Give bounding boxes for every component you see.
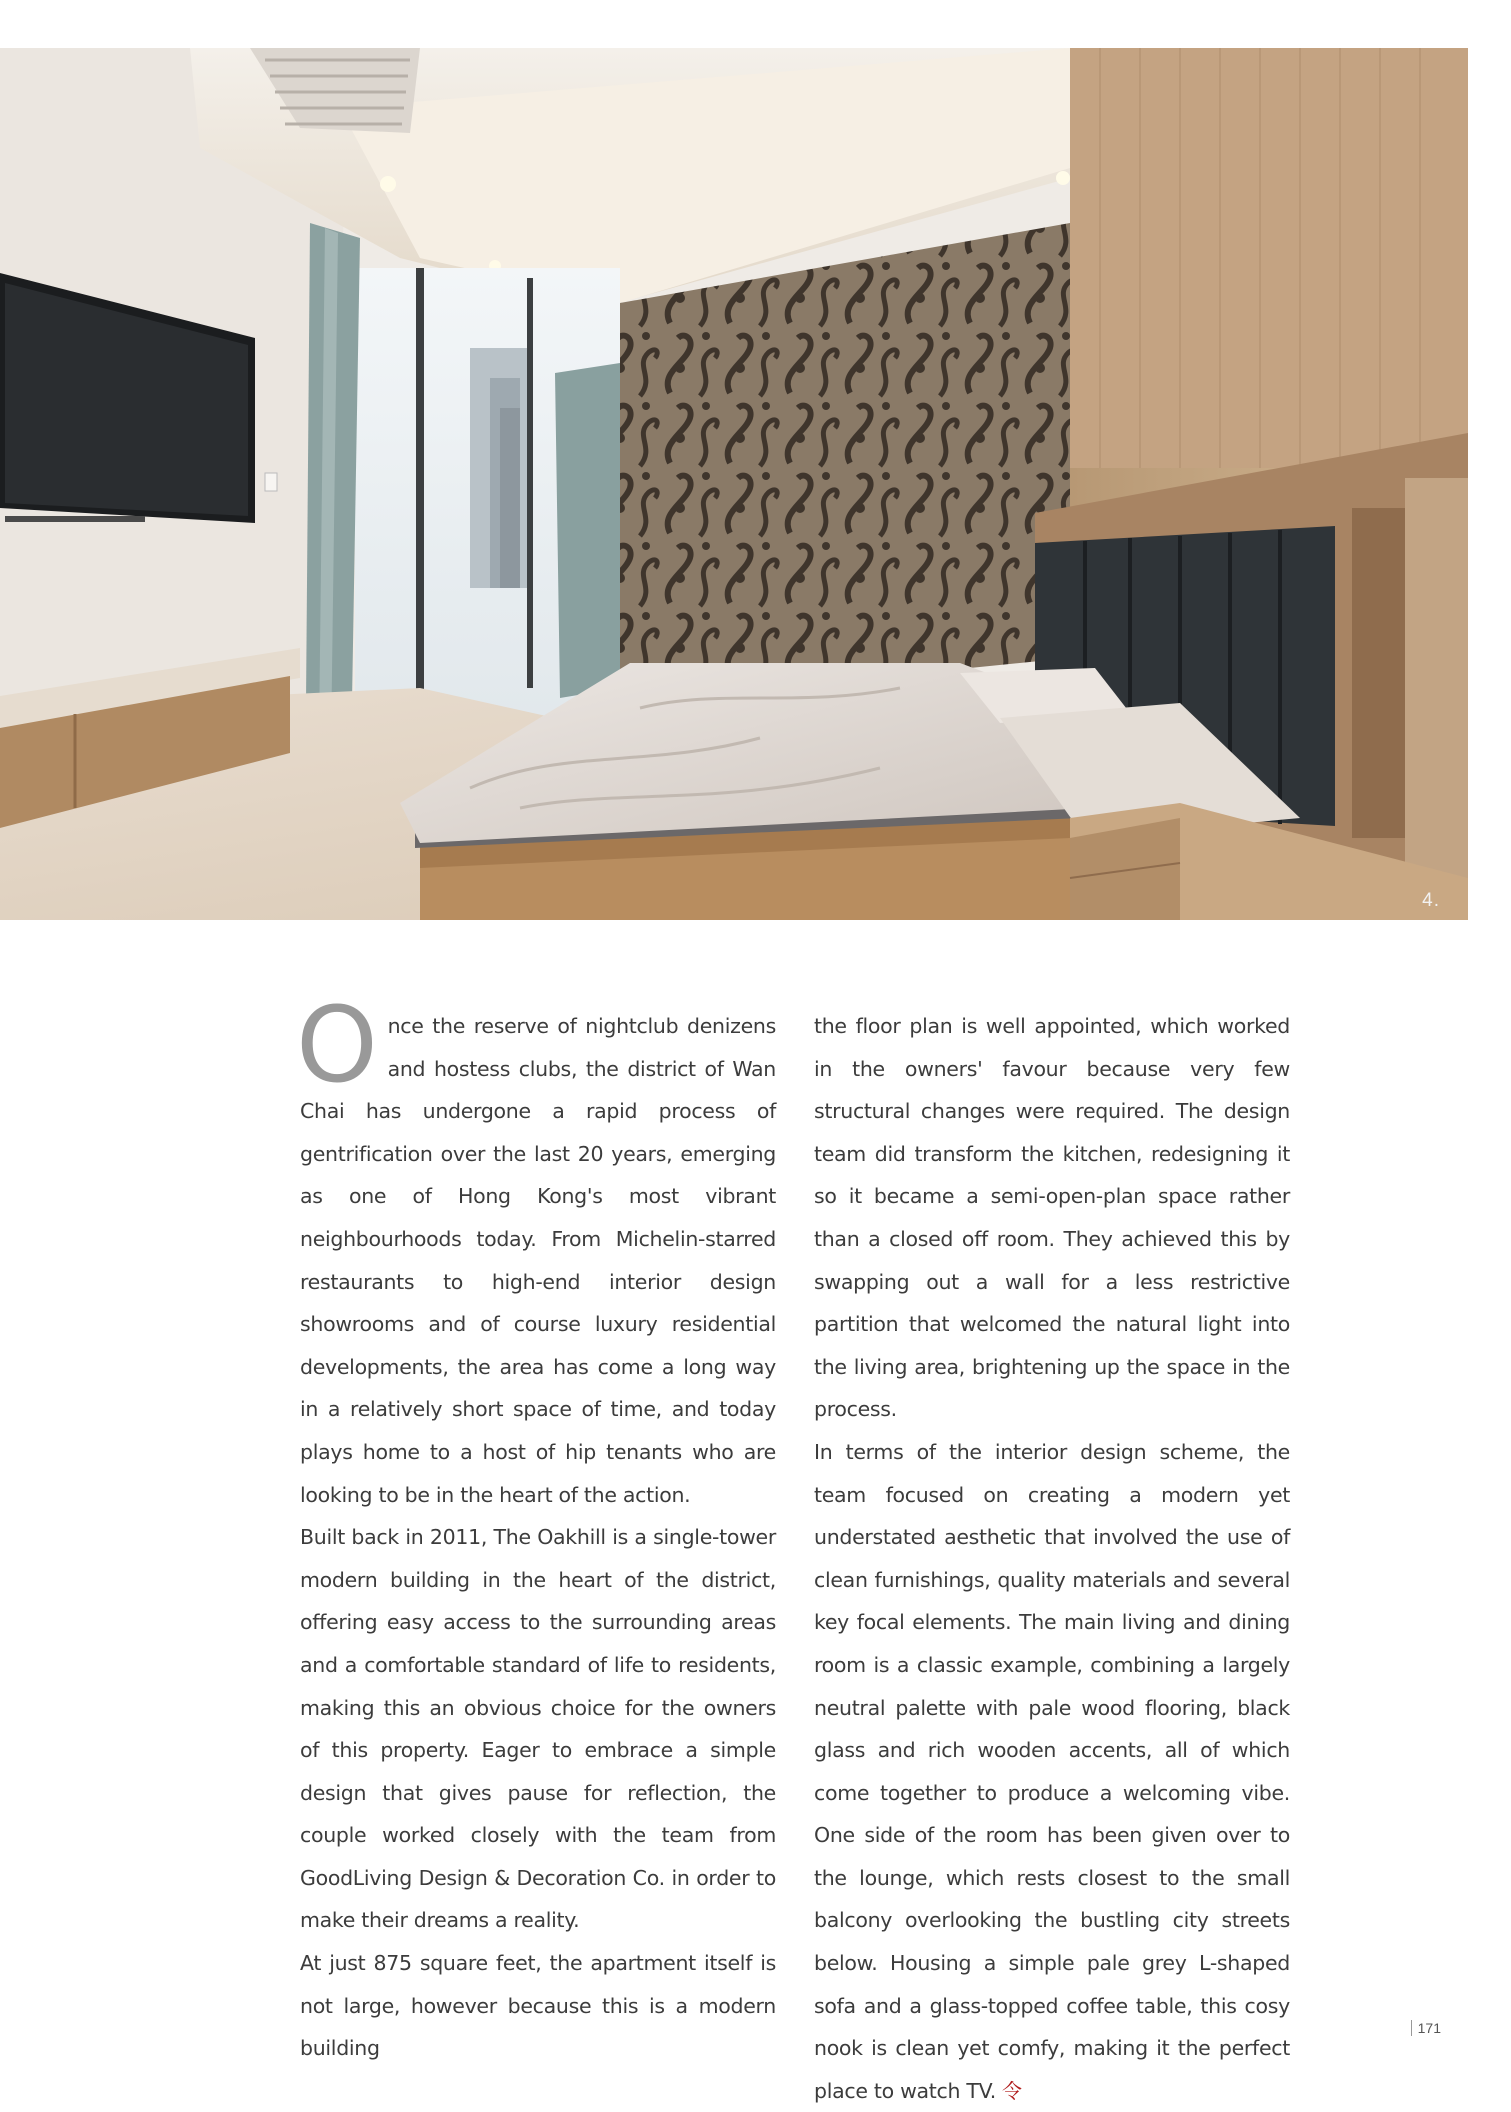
bedroom-illustration	[0, 48, 1468, 920]
bedroom-photo	[0, 48, 1468, 920]
drop-cap: O	[296, 984, 378, 1106]
article-column-left	[296, 984, 776, 2070]
end-mark-icon: 令	[1001, 2078, 1022, 2103]
article-column-right	[814, 1005, 1290, 2112]
article-paragraph	[296, 984, 776, 1516]
article-paragraph	[814, 1431, 1290, 2112]
article-paragraph: At just 875 square feet, the apartment itself is not large, however because this is a modern building	[300, 1951, 776, 2061]
paragraph-text: nce the reserve of nightclub denizens and hostess clubs, the district of Wan Chai has undergone a rapid process of gentrification over the last 20 years, emerging as one of Hong Kong's most vibrant neighbourhoods today. From Michelin-starred restaurants to high-end interior design showrooms and of course luxury residential developments, the area has come a long way in a relatively short space of time, and today plays home to a host of hip tenants who are looking to be in the heart of the action.	[300, 1014, 776, 1507]
photo-caption: 4.	[1422, 890, 1440, 911]
article-paragraph: Built back in 2011, The Oakhill is a single-tower modern building in the heart of the district, offering easy access to the surrounding areas and a comfortable standard of life to residents, making this an obvious choice for the owners of this property. Eager to embrace a simple design that gives pause for reflection, the couple worked closely with the team from GoodLiving Design & Decoration Co. in order to make their dreams a reality.	[300, 1525, 776, 1933]
paragraph-text: In terms of the interior design scheme, the team focused on creating a modern yet understated aesthetic that involved the use of clean furnishings, quality materials and several key focal elements. The main living and dining room is a classic example, combining a largely neutral palette with pale wood flooring, black glass and rich wooden accents, all of which come together to produce a welcoming vibe. One side of the room has been given over to the lounge, which rests closest to the small balcony overlooking the bustling city streets below. Housing a simple pale grey L-shaped sofa and a glass-topped coffee table, this cosy nook is clean yet comfy, making it the perfect place to watch TV.	[814, 1439, 1290, 2103]
curtain-right	[555, 363, 620, 698]
page-number: 171	[1411, 2020, 1441, 2036]
article-paragraph: the floor plan is well appointed, which worked in the owners' favour because very few structural changes were required. The design team did transform the kitchen, redesigning it so it became a semi-open-plan space rather than a closed off room. They achieved this by swapping out a wall for a less restrictive partition that welcomed the natural light into the living area, brightening up the space in the process.	[814, 1014, 1290, 1422]
